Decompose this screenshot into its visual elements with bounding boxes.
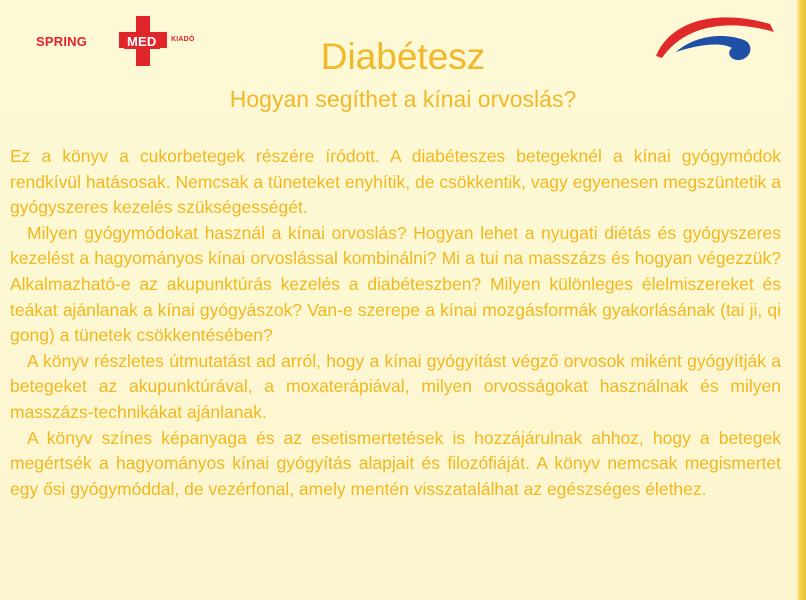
cover-spine-edge — [796, 0, 806, 600]
logo-med-text: MED — [124, 34, 160, 49]
book-title: Diabétesz — [320, 36, 486, 77]
blurb-paragraph: A könyv részletes útmutatást ad arról, hogy a kínai gyógyítást végző orvosok miként gyógyítják a betegeket az akupunktúrával, a moxaterápiával, milyen orvosságokat használnak és milyen masszázs-technikákat ajánlanak. — [10, 350, 781, 422]
logo-spring-text: SPRING — [36, 34, 88, 49]
logo-kiado-text: KIADÓ — [171, 36, 195, 43]
blurb-paragraph: Milyen gyógymódokat használ a kínai orvoslás? Hogyan lehet a nyugati diétás és gyógyszeres kezelést a hagyományos kínai orvoslással kombinálni? Mi a tui na masszázs és hogyan végezzük? Alkalmazható-e az akupunktúrás kezelés a diabéteszben? Milyen különleges élelmiszereket és teákat ajánlanak a kínai gyógyászok? Van-e szerepe a kínai mozgásformák gyakorlásának (tai ji, qi gong) a tünetek csökkentésében? — [10, 222, 781, 346]
blurb-paragraph: A könyv színes képanyaga és az esetismertetések is hozzájárulnak ahhoz, hogy a betegek megértsék a hagyományos kínai gyógyítás alapjait és filozófiáját. A könyv nemcsak megismertet egy ősi gyógymóddal, de vezérfonal, amely mentén visszatalálhat az egészséges élethez. — [10, 427, 781, 499]
book-subtitle: Hogyan segíthet a kínai orvoslás? — [229, 86, 577, 112]
blurb-paragraph: Ez a könyv a cukorbetegek részére íródott. A diabéteszes betegeknél a kínai gyógymódok rendkívül hatásosak. Nemcsak a tüneteket enyhítik, de csökkentik, vagy egyenesen megszüntetik a gyógyszeres kezelés szükségességét. — [10, 146, 781, 218]
blurb-text — [10, 144, 781, 502]
